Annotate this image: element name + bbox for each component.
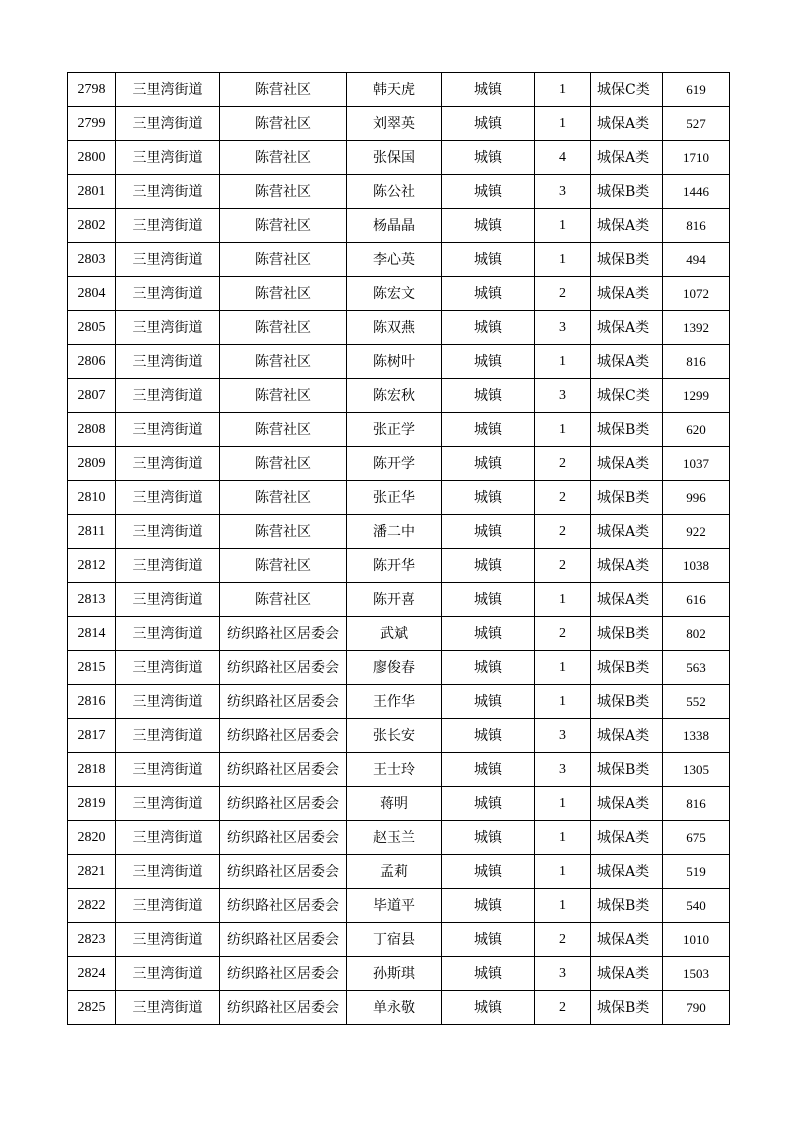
record-id-cell: 2806 [68,345,116,379]
record-id-cell: 2817 [68,719,116,753]
amount-cell: 922 [663,515,730,549]
record-id-cell: 2819 [68,787,116,821]
area-cell: 城镇 [442,209,535,243]
person-name-cell: 张正华 [347,481,442,515]
community-cell: 陈营社区 [220,175,347,209]
amount-cell: 996 [663,481,730,515]
area-cell: 城镇 [442,379,535,413]
table-row [68,73,730,107]
person-name-cell: 陈双燕 [347,311,442,345]
insurance-type-cell: 城保A类 [591,787,663,821]
insurance-type-cell: 城保A类 [591,141,663,175]
person-name-cell: 孟莉 [347,855,442,889]
community-cell: 纺织路社区居委会 [220,617,347,651]
record-id-cell: 2816 [68,685,116,719]
amount-cell: 675 [663,821,730,855]
insurance-type-cell: 城保A类 [591,957,663,991]
amount-cell: 519 [663,855,730,889]
table-row [68,515,730,549]
insurance-type-cell: 城保A类 [591,107,663,141]
community-cell: 纺织路社区居委会 [220,753,347,787]
record-id-cell: 2812 [68,549,116,583]
record-id-cell: 2801 [68,175,116,209]
insurance-type-cell: 城保A类 [591,923,663,957]
table-row [68,447,730,481]
record-id-cell: 2813 [68,583,116,617]
table-row [68,617,730,651]
insurance-type-cell: 城保B类 [591,413,663,447]
table-row [68,957,730,991]
amount-cell: 1305 [663,753,730,787]
area-cell: 城镇 [442,345,535,379]
area-cell: 城镇 [442,583,535,617]
person-name-cell: 单永敬 [347,991,442,1025]
person-name-cell: 张保国 [347,141,442,175]
household-count-cell: 1 [535,855,591,889]
household-count-cell: 1 [535,345,591,379]
area-cell: 城镇 [442,549,535,583]
insurance-type-cell: 城保B类 [591,991,663,1025]
amount-cell: 619 [663,73,730,107]
street-cell: 三里湾街道 [116,923,220,957]
street-cell: 三里湾街道 [116,957,220,991]
community-cell: 陈营社区 [220,549,347,583]
record-id-cell: 2804 [68,277,116,311]
area-cell: 城镇 [442,141,535,175]
street-cell: 三里湾街道 [116,719,220,753]
household-count-cell: 2 [535,277,591,311]
household-count-cell: 2 [535,481,591,515]
insurance-type-cell: 城保A类 [591,277,663,311]
person-name-cell: 陈宏秋 [347,379,442,413]
household-count-cell: 1 [535,651,591,685]
table-row [68,345,730,379]
area-cell: 城镇 [442,447,535,481]
table-row [68,277,730,311]
household-count-cell: 4 [535,141,591,175]
amount-cell: 1710 [663,141,730,175]
household-count-cell: 3 [535,753,591,787]
community-cell: 纺织路社区居委会 [220,685,347,719]
record-id-cell: 2818 [68,753,116,787]
record-id-cell: 2823 [68,923,116,957]
community-cell: 陈营社区 [220,583,347,617]
amount-cell: 552 [663,685,730,719]
amount-cell: 1010 [663,923,730,957]
household-count-cell: 1 [535,583,591,617]
household-count-cell: 3 [535,379,591,413]
table-row [68,855,730,889]
area-cell: 城镇 [442,481,535,515]
table-row [68,753,730,787]
area-cell: 城镇 [442,311,535,345]
amount-cell: 1072 [663,277,730,311]
table-row [68,583,730,617]
street-cell: 三里湾街道 [116,617,220,651]
amount-cell: 816 [663,209,730,243]
area-cell: 城镇 [442,515,535,549]
person-name-cell: 李心英 [347,243,442,277]
table-row [68,719,730,753]
area-cell: 城镇 [442,787,535,821]
amount-cell: 790 [663,991,730,1025]
person-name-cell: 韩天虎 [347,73,442,107]
community-cell: 纺织路社区居委会 [220,651,347,685]
amount-cell: 1503 [663,957,730,991]
community-cell: 陈营社区 [220,481,347,515]
household-count-cell: 1 [535,73,591,107]
street-cell: 三里湾街道 [116,753,220,787]
community-cell: 陈营社区 [220,243,347,277]
street-cell: 三里湾街道 [116,855,220,889]
record-id-cell: 2807 [68,379,116,413]
amount-cell: 563 [663,651,730,685]
amount-cell: 1338 [663,719,730,753]
household-count-cell: 3 [535,311,591,345]
person-name-cell: 陈开喜 [347,583,442,617]
person-name-cell: 廖俊春 [347,651,442,685]
household-count-cell: 1 [535,685,591,719]
person-name-cell: 毕道平 [347,889,442,923]
amount-cell: 802 [663,617,730,651]
insurance-type-cell: 城保B类 [591,617,663,651]
area-cell: 城镇 [442,719,535,753]
street-cell: 三里湾街道 [116,175,220,209]
household-count-cell: 1 [535,787,591,821]
street-cell: 三里湾街道 [116,549,220,583]
street-cell: 三里湾街道 [116,685,220,719]
record-id-cell: 2809 [68,447,116,481]
record-id-cell: 2822 [68,889,116,923]
area-cell: 城镇 [442,923,535,957]
community-cell: 纺织路社区居委会 [220,923,347,957]
street-cell: 三里湾街道 [116,787,220,821]
community-cell: 陈营社区 [220,277,347,311]
insurance-type-cell: 城保A类 [591,855,663,889]
record-id-cell: 2815 [68,651,116,685]
insurance-type-cell: 城保B类 [591,889,663,923]
street-cell: 三里湾街道 [116,311,220,345]
community-cell: 陈营社区 [220,141,347,175]
household-count-cell: 1 [535,243,591,277]
area-cell: 城镇 [442,73,535,107]
household-count-cell: 2 [535,617,591,651]
area-cell: 城镇 [442,889,535,923]
person-name-cell: 刘翠英 [347,107,442,141]
street-cell: 三里湾街道 [116,447,220,481]
amount-cell: 816 [663,345,730,379]
insurance-type-cell: 城保B类 [591,481,663,515]
household-count-cell: 2 [535,549,591,583]
table-row [68,107,730,141]
community-cell: 纺织路社区居委会 [220,787,347,821]
person-name-cell: 孙斯琪 [347,957,442,991]
street-cell: 三里湾街道 [116,243,220,277]
insurance-type-cell: 城保B类 [591,175,663,209]
area-cell: 城镇 [442,685,535,719]
household-count-cell: 1 [535,889,591,923]
table-row [68,141,730,175]
area-cell: 城镇 [442,617,535,651]
amount-cell: 1037 [663,447,730,481]
record-table-body [68,73,730,1025]
insurance-type-cell: 城保B类 [591,753,663,787]
table-row [68,379,730,413]
insurance-type-cell: 城保C类 [591,73,663,107]
community-cell: 纺织路社区居委会 [220,821,347,855]
record-id-cell: 2798 [68,73,116,107]
area-cell: 城镇 [442,651,535,685]
community-cell: 陈营社区 [220,209,347,243]
table-row [68,787,730,821]
person-name-cell: 陈宏文 [347,277,442,311]
table-row [68,549,730,583]
amount-cell: 816 [663,787,730,821]
household-count-cell: 1 [535,413,591,447]
record-id-cell: 2803 [68,243,116,277]
insurance-type-cell: 城保A类 [591,447,663,481]
amount-cell: 1446 [663,175,730,209]
person-name-cell: 赵玉兰 [347,821,442,855]
table-row [68,651,730,685]
area-cell: 城镇 [442,277,535,311]
record-id-cell: 2802 [68,209,116,243]
record-id-cell: 2814 [68,617,116,651]
community-cell: 陈营社区 [220,413,347,447]
street-cell: 三里湾街道 [116,379,220,413]
record-id-cell: 2821 [68,855,116,889]
person-name-cell: 陈开学 [347,447,442,481]
household-count-cell: 3 [535,957,591,991]
area-cell: 城镇 [442,107,535,141]
person-name-cell: 王士玲 [347,753,442,787]
person-name-cell: 武斌 [347,617,442,651]
area-cell: 城镇 [442,991,535,1025]
community-cell: 纺织路社区居委会 [220,889,347,923]
household-count-cell: 1 [535,209,591,243]
insurance-type-cell: 城保B类 [591,243,663,277]
household-count-cell: 2 [535,923,591,957]
street-cell: 三里湾街道 [116,651,220,685]
street-cell: 三里湾街道 [116,515,220,549]
person-name-cell: 陈开华 [347,549,442,583]
person-name-cell: 张正学 [347,413,442,447]
amount-cell: 494 [663,243,730,277]
record-id-cell: 2811 [68,515,116,549]
insurance-type-cell: 城保A类 [591,549,663,583]
table-row [68,889,730,923]
community-cell: 陈营社区 [220,379,347,413]
household-count-cell: 2 [535,515,591,549]
person-name-cell: 蒋明 [347,787,442,821]
street-cell: 三里湾街道 [116,107,220,141]
person-name-cell: 陈公社 [347,175,442,209]
street-cell: 三里湾街道 [116,141,220,175]
insurance-type-cell: 城保A类 [591,583,663,617]
area-cell: 城镇 [442,243,535,277]
record-id-cell: 2824 [68,957,116,991]
insurance-type-cell: 城保A类 [591,515,663,549]
table-row [68,175,730,209]
household-count-cell: 3 [535,175,591,209]
household-count-cell: 2 [535,991,591,1025]
table-row [68,481,730,515]
household-count-cell: 2 [535,447,591,481]
amount-cell: 540 [663,889,730,923]
insurance-type-cell: 城保A类 [591,821,663,855]
insurance-type-cell: 城保A类 [591,209,663,243]
street-cell: 三里湾街道 [116,345,220,379]
person-name-cell: 杨晶晶 [347,209,442,243]
amount-cell: 527 [663,107,730,141]
community-cell: 陈营社区 [220,107,347,141]
record-id-cell: 2808 [68,413,116,447]
insurance-type-cell: 城保A类 [591,719,663,753]
table-row [68,413,730,447]
amount-cell: 1299 [663,379,730,413]
record-id-cell: 2810 [68,481,116,515]
community-cell: 纺织路社区居委会 [220,991,347,1025]
community-cell: 纺织路社区居委会 [220,855,347,889]
street-cell: 三里湾街道 [116,73,220,107]
amount-cell: 1392 [663,311,730,345]
table-row [68,311,730,345]
household-count-cell: 1 [535,107,591,141]
record-id-cell: 2820 [68,821,116,855]
table-row [68,923,730,957]
table-row [68,821,730,855]
community-cell: 陈营社区 [220,345,347,379]
community-cell: 纺织路社区居委会 [220,719,347,753]
area-cell: 城镇 [442,413,535,447]
street-cell: 三里湾街道 [116,991,220,1025]
record-id-cell: 2799 [68,107,116,141]
insurance-type-cell: 城保A类 [591,311,663,345]
person-name-cell: 潘二中 [347,515,442,549]
community-cell: 陈营社区 [220,447,347,481]
person-name-cell: 丁宿县 [347,923,442,957]
area-cell: 城镇 [442,957,535,991]
record-id-cell: 2800 [68,141,116,175]
insurance-type-cell: 城保B类 [591,685,663,719]
area-cell: 城镇 [442,821,535,855]
insurance-type-cell: 城保A类 [591,345,663,379]
amount-cell: 1038 [663,549,730,583]
street-cell: 三里湾街道 [116,889,220,923]
amount-cell: 620 [663,413,730,447]
area-cell: 城镇 [442,753,535,787]
household-count-cell: 3 [535,719,591,753]
person-name-cell: 王作华 [347,685,442,719]
table-row [68,685,730,719]
street-cell: 三里湾街道 [116,413,220,447]
community-cell: 陈营社区 [220,311,347,345]
person-name-cell: 张长安 [347,719,442,753]
community-cell: 陈营社区 [220,515,347,549]
area-cell: 城镇 [442,855,535,889]
record-table [67,72,730,1025]
person-name-cell: 陈树叶 [347,345,442,379]
household-count-cell: 1 [535,821,591,855]
table-row [68,209,730,243]
street-cell: 三里湾街道 [116,821,220,855]
community-cell: 纺织路社区居委会 [220,957,347,991]
street-cell: 三里湾街道 [116,277,220,311]
record-id-cell: 2825 [68,991,116,1025]
street-cell: 三里湾街道 [116,481,220,515]
record-id-cell: 2805 [68,311,116,345]
street-cell: 三里湾街道 [116,209,220,243]
insurance-type-cell: 城保B类 [591,651,663,685]
area-cell: 城镇 [442,175,535,209]
table-row [68,991,730,1025]
table-row [68,243,730,277]
insurance-type-cell: 城保C类 [591,379,663,413]
community-cell: 陈营社区 [220,73,347,107]
street-cell: 三里湾街道 [116,583,220,617]
amount-cell: 616 [663,583,730,617]
